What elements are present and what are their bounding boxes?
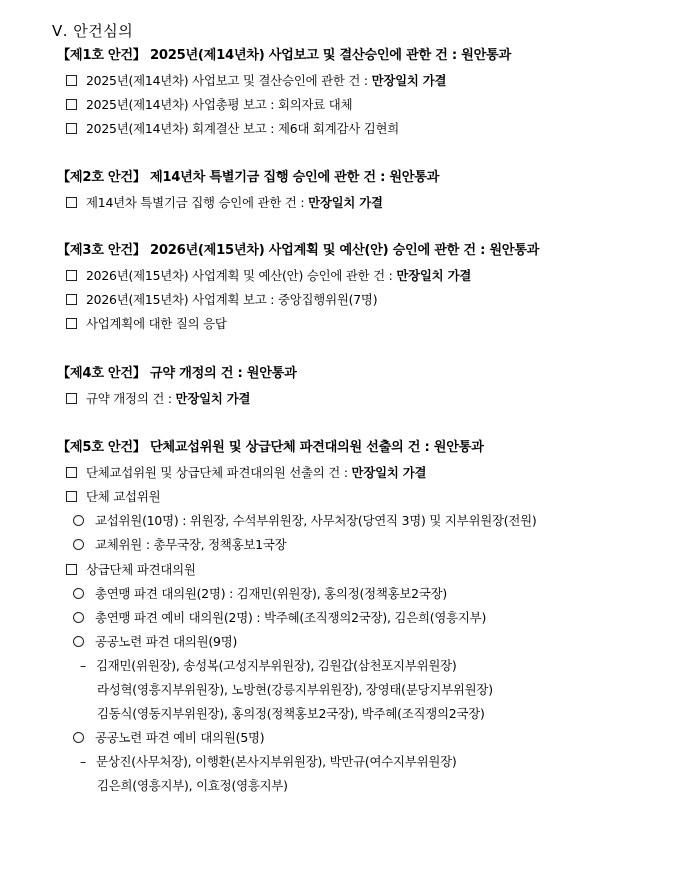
agenda-5-item-5: 상급단체 파견대의원 bbox=[66, 562, 196, 578]
agenda-1-item-2: 2025년(제14년차) 사업총평 보고 : 회의자료 대체 bbox=[66, 97, 352, 113]
agenda-5-title: 【제5호 안건】 단체교섭위원 및 상급단체 파견대의원 선출의 건 : 원안통과 bbox=[57, 440, 484, 455]
checkbox-icon bbox=[66, 197, 77, 208]
circle-bullet-icon bbox=[73, 515, 84, 526]
checkbox-icon bbox=[66, 99, 77, 110]
agenda-2-item-1: 제14년차 특별기금 집행 승인에 관한 건 : 만장일치 가결 bbox=[66, 195, 383, 211]
checkbox-icon bbox=[66, 123, 77, 134]
agenda-5-item-9: – 김재민(위원장), 송성복(고성지부위원장), 김원갑(삼천포지부위원장) bbox=[80, 658, 457, 673]
agenda-3-item-1: 2026년(제15년차) 사업계획 및 예산(안) 승인에 관한 건 : 만장일치 가결 bbox=[66, 268, 471, 284]
agenda-5-item-2: 단체 교섭위원 bbox=[66, 489, 160, 505]
checkbox-icon bbox=[66, 75, 77, 86]
agenda-1-item-3: 2025년(제14년차) 회계결산 보고 : 제6대 회계감사 김현희 bbox=[66, 121, 399, 137]
agenda-5-item-6: 총연맹 파견 대의원(2명) : 김재민(위원장), 홍의정(정책홍보2국장) bbox=[73, 586, 447, 602]
agenda-5-item-13: – 문상진(사무처장), 이행환(본사지부위원장), 박만규(여수지부위원장) bbox=[80, 754, 457, 769]
checkbox-icon bbox=[66, 270, 77, 281]
circle-bullet-icon bbox=[73, 612, 84, 623]
agenda-5-item-14: 김은희(영흥지부), 이효정(영흥지부) bbox=[97, 778, 288, 793]
circle-bullet-icon bbox=[73, 732, 84, 743]
agenda-3-title: 【제3호 안건】 2026년(제15년차) 사업계획 및 예산(안) 승인에 관한 건 : 원안통과 bbox=[57, 243, 540, 258]
checkbox-icon bbox=[66, 294, 77, 305]
agenda-5-item-12: 공공노련 파견 예비 대의원(5명) bbox=[73, 730, 264, 746]
checkbox-icon bbox=[66, 564, 77, 575]
agenda-4-title: 【제4호 안건】 규약 개정의 건 : 원안통과 bbox=[57, 366, 297, 381]
agenda-3-item-3: 사업계획에 대한 질의 응답 bbox=[66, 316, 227, 332]
agenda-5-item-3: 교섭위원(10명) : 위원장, 수석부위원장, 사무처장(당연직 3명) 및 지부위원장(전원) bbox=[73, 513, 537, 529]
checkbox-icon bbox=[66, 491, 77, 502]
agenda-3-item-2: 2026년(제15년차) 사업계획 보고 : 중앙집행위원(7명) bbox=[66, 292, 377, 308]
checkbox-icon bbox=[66, 318, 77, 329]
agenda-5-item-4: 교체위원 : 총무국장, 정책홍보1국장 bbox=[73, 537, 286, 553]
agenda-1-item-1: 2025년(제14년차) 사업보고 및 결산승인에 관한 건 : 만장일치 가결 bbox=[66, 73, 446, 89]
agenda-1-title: 【제1호 안건】 2025년(제14년차) 사업보고 및 결산승인에 관한 건 : 원안통과 bbox=[57, 48, 511, 63]
circle-bullet-icon bbox=[73, 588, 84, 599]
agenda-5-item-11: 김동식(영동지부위원장), 홍의정(정책홍보2국장), 박주혜(조직쟁의2국장) bbox=[97, 706, 485, 721]
circle-bullet-icon bbox=[73, 539, 84, 550]
checkbox-icon bbox=[66, 467, 77, 478]
agenda-2-title: 【제2호 안건】 제14년차 특별기금 집행 승인에 관한 건 : 원안통과 bbox=[57, 170, 440, 185]
checkbox-icon bbox=[66, 393, 77, 404]
dash-bullet: – bbox=[80, 658, 86, 673]
agenda-5-item-1: 단체교섭위원 및 상급단체 파견대의원 선출의 건 : 만장일치 가결 bbox=[66, 465, 426, 481]
agenda-5-item-7: 총연맹 파견 예비 대의원(2명) : 박주혜(조직쟁의2국장), 김은희(영흥지부) bbox=[73, 610, 486, 626]
section-title: Ⅴ. 안건심의 bbox=[52, 22, 134, 40]
circle-bullet-icon bbox=[73, 636, 84, 647]
dash-bullet: – bbox=[80, 754, 86, 769]
agenda-5-item-10: 라성혁(영흥지부위원장), 노방현(강릉지부위원장), 장영태(분당지부위원장) bbox=[97, 682, 493, 697]
agenda-5-item-8: 공공노련 파견 대의원(9명) bbox=[73, 634, 237, 650]
agenda-4-item-1: 규약 개정의 건 : 만장일치 가결 bbox=[66, 391, 250, 407]
